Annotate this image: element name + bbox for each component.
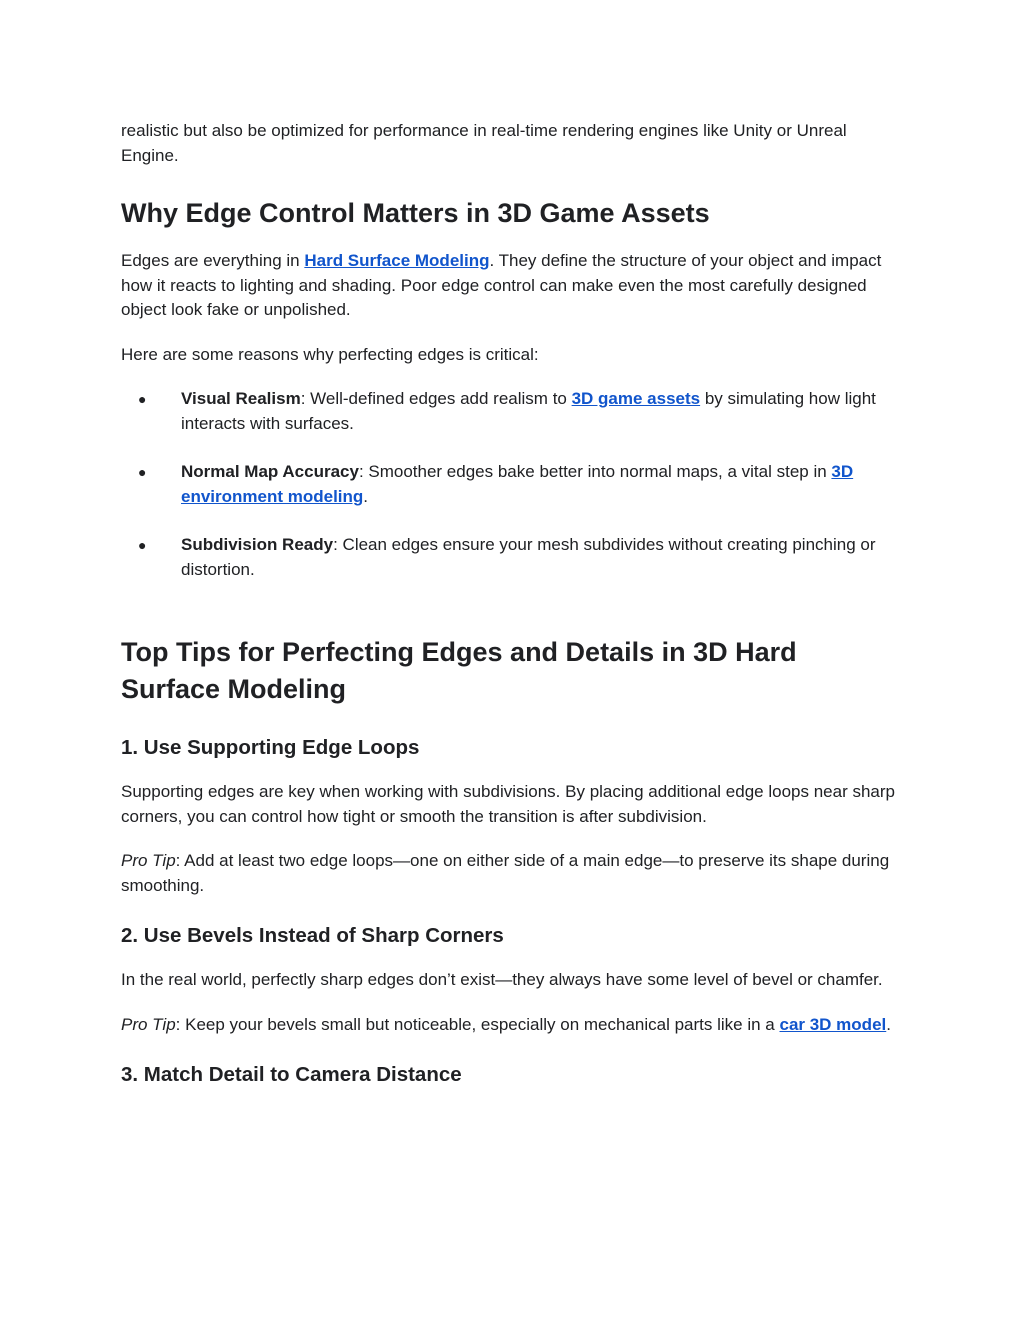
list-item-text: : Clean edges ensure your mesh subdivides without creating pinching or distortion. [181, 535, 876, 579]
tip-1-heading: 1. Use Supporting Edge Loops [121, 736, 420, 759]
reasons-intro-paragraph: Here are some reasons why perfecting edges is critical: [121, 344, 539, 364]
list-item-term: Visual Realism [181, 389, 301, 408]
list-item-text-end: by simulating how light interacts with surfaces. [181, 389, 876, 433]
list-item-term: Subdivision Ready [181, 535, 334, 554]
bullet-icon: ● [138, 464, 147, 480]
pro-tip-text-end: . [886, 1014, 891, 1034]
pro-tip-text: : Add at least two edge loops—one on either side of a main edge—to preserve its shape during smoothing. [121, 851, 890, 895]
tip-1-pro-tip [121, 849, 901, 898]
list-item [121, 533, 901, 582]
tip-1-paragraph: Supporting edges are key when working with subdivisions. By placing additional edge loops near sharp corners, you can control how tight or smooth the transition is after subdivision. [121, 782, 895, 826]
tip-2-heading: 2. Use Bevels Instead of Sharp Corners [121, 924, 504, 947]
list-item-text: : Well-defined edges add realism to [300, 389, 572, 408]
tip-3-heading: 3. Match Detail to Camera Distance [121, 1063, 462, 1086]
section-heading-why-edge-control: Why Edge Control Matters in 3D Game Assets [121, 198, 710, 228]
edges-text-end: . They define the structure of your object and impact how it reacts to lighting and shading. Poor edge control can make even the most carefully designed object look fake or unpolished. [121, 251, 882, 319]
pro-tip-label: Pro Tip [121, 1014, 176, 1034]
car-3d-model-link[interactable]: car 3D model [779, 1014, 887, 1034]
document-page [121, 119, 901, 1089]
3d-game-assets-link[interactable]: 3D game assets [571, 389, 701, 408]
pro-tip-label: Pro Tip [121, 851, 176, 870]
tip-2-paragraph: In the real world, perfectly sharp edges don’t exist—they always have some level of bevel or chamfer. [121, 970, 883, 989]
list-item [121, 460, 901, 509]
pro-tip-text: : Keep your bevels small but noticeable, especially on mechanical parts like in a [175, 1014, 780, 1034]
3d-environment-modeling-link[interactable]: 3D environment modeling [181, 462, 854, 506]
reasons-list [121, 387, 901, 582]
section-heading-top-tips: Top Tips for Perfecting Edges and Details in 3D Hard Surface Modeling [121, 637, 797, 704]
list-item-text-end: . [363, 486, 369, 506]
intro-paragraph: realistic but also be optimized for performance in real-time rendering engines like Unity or Unreal Engine. [121, 121, 847, 165]
edges-paragraph [121, 249, 901, 323]
bullet-icon: ● [138, 537, 147, 553]
tip-2-pro-tip [121, 1013, 901, 1038]
list-item [121, 387, 901, 436]
list-item-text: : Smoother edges bake better into normal maps, a vital step in [358, 462, 832, 481]
hard-surface-modeling-link[interactable]: Hard Surface Modeling [304, 251, 490, 270]
list-item-term: Normal Map Accuracy [181, 462, 359, 481]
bullet-icon: ● [138, 391, 147, 407]
edges-text-start: Edges are everything in [121, 251, 305, 270]
